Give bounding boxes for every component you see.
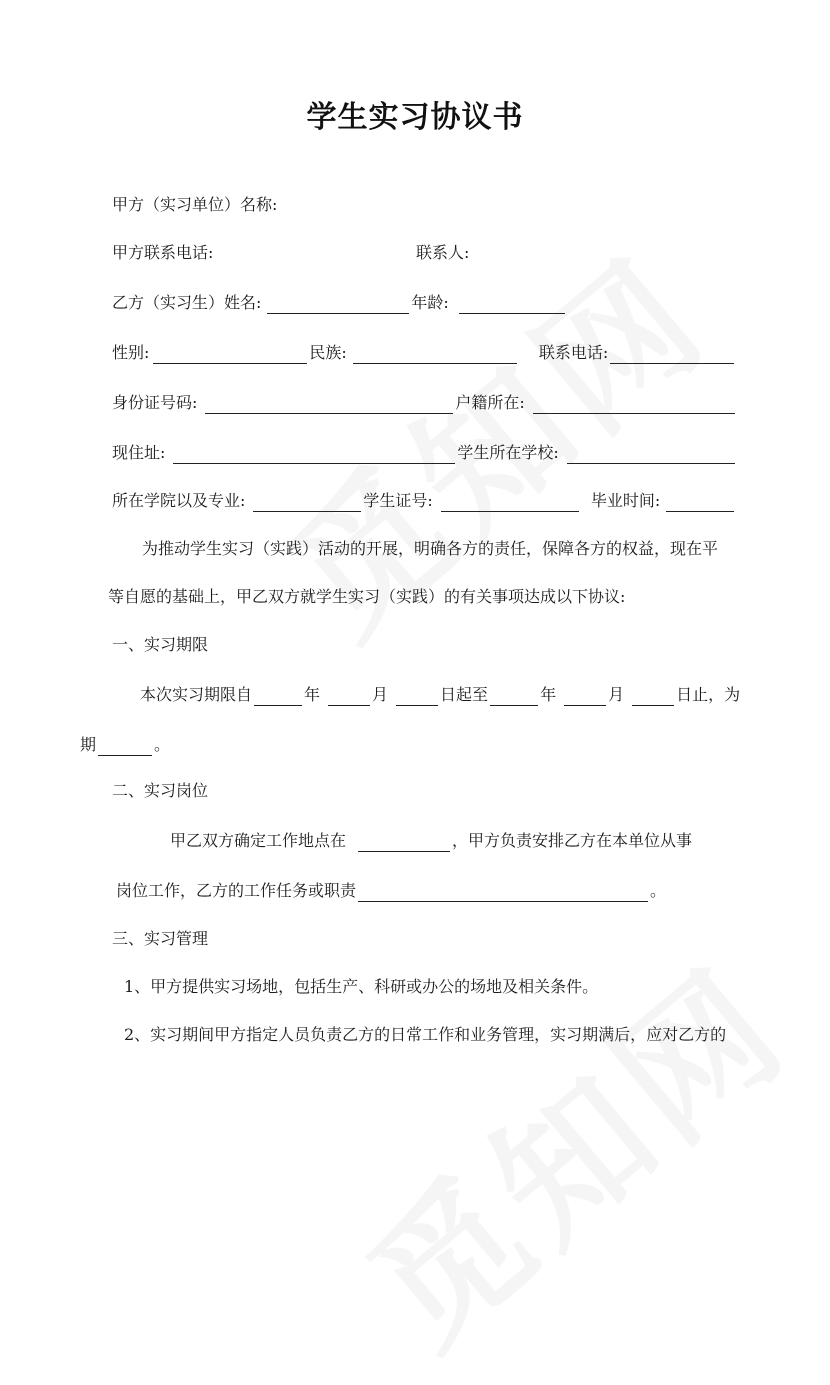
intro-line-2 xyxy=(108,586,625,608)
section-3-item-2-text: 2、实习期间甲方指定人员负责乙方的日常工作和业务管理，实习期满后，应对乙方的 xyxy=(124,1025,727,1044)
section-3-item-1-text: 1、甲方提供实习场地，包括生产、科研或办公的场地及相关条件。 xyxy=(124,977,599,996)
ethnicity-blank[interactable] xyxy=(353,345,517,364)
school-label: 学生所在学校: xyxy=(457,443,559,462)
section-2-line-2 xyxy=(116,880,666,902)
end-month-label: 月 xyxy=(608,685,625,704)
work-location-text: 甲乙双方确定工作地点在 xyxy=(170,831,347,850)
student-id-label: 学生证号: xyxy=(363,491,433,510)
work-location-blank[interactable] xyxy=(358,833,450,852)
section-2-heading-text: 二、实习岗位 xyxy=(112,781,209,800)
graduation-blank[interactable] xyxy=(666,493,734,512)
college-major-label: 所在学院以及专业: xyxy=(112,491,246,510)
start-year-blank[interactable] xyxy=(254,687,302,706)
party-b-age-label: 年龄: xyxy=(411,293,449,312)
duties-blank[interactable] xyxy=(358,883,648,902)
id-label: 身份证号码: xyxy=(112,393,198,412)
period-duration-blank[interactable] xyxy=(98,737,152,756)
period-end: 。 xyxy=(154,735,171,754)
party-a-phone-line xyxy=(112,242,213,264)
section-3-heading xyxy=(112,928,208,950)
college-studentid-graduation-line xyxy=(112,490,736,512)
party-a-contact-label: 联系人: xyxy=(416,243,470,262)
end-day-blank[interactable] xyxy=(632,687,674,706)
intro-text-1: 为推动学生实习（实践）活动的开展，明确各方的责任，保障各方的权益，现在平 xyxy=(142,539,719,558)
party-a-name-label: 甲方（实习单位）名称: xyxy=(112,195,278,214)
college-major-blank[interactable] xyxy=(253,493,361,512)
party-b-name-label: 乙方（实习生）姓名: xyxy=(112,293,262,312)
party-b-phone-blank[interactable] xyxy=(610,345,734,364)
section-1-heading-text: 一、实习期限 xyxy=(112,635,209,654)
section-1-period-duration-line xyxy=(80,734,170,756)
day-to-text: 日止，为 xyxy=(676,685,741,704)
school-blank[interactable] xyxy=(567,445,735,464)
address-label: 现住址: xyxy=(112,443,166,462)
gender-label: 性别: xyxy=(112,343,150,362)
duties-text: 岗位工作，乙方的工作任务或职责 xyxy=(116,881,357,900)
party-b-age-blank[interactable] xyxy=(459,295,565,314)
end-month-blank[interactable] xyxy=(564,687,606,706)
section-3-item-1 xyxy=(124,976,598,998)
gender-blank[interactable] xyxy=(153,345,307,364)
section-2-line-1 xyxy=(170,830,692,852)
party-b-name-blank[interactable] xyxy=(267,295,409,314)
id-household-line xyxy=(112,392,737,414)
period-prefix: 期 xyxy=(80,735,97,754)
household-label: 户籍所在: xyxy=(455,393,525,412)
duties-end: 。 xyxy=(650,881,667,900)
graduation-label: 毕业时间: xyxy=(590,491,661,510)
address-school-line xyxy=(112,442,737,464)
section-1-period-line xyxy=(140,684,740,706)
household-blank[interactable] xyxy=(533,395,735,414)
day-from-text: 日起至 xyxy=(440,685,489,704)
section-1-heading xyxy=(112,634,208,656)
work-position-text: ，甲方负责安排乙方在本单位从事 xyxy=(452,831,693,850)
party-b-phone-label: 联系电话: xyxy=(538,343,609,362)
document-title: 学生实习协议书 xyxy=(306,100,524,135)
address-blank[interactable] xyxy=(173,445,455,464)
start-month-blank[interactable] xyxy=(328,687,370,706)
end-year-blank[interactable] xyxy=(490,687,538,706)
party-b-name-line xyxy=(112,292,567,314)
gender-ethnicity-phone-line xyxy=(112,342,736,364)
period-start-text: 本次实习期限自 xyxy=(140,685,253,704)
party-a-contact-line xyxy=(416,242,469,264)
ethnicity-label: 民族: xyxy=(309,343,347,362)
start-day-blank[interactable] xyxy=(396,687,438,706)
start-month-label: 月 xyxy=(372,685,389,704)
end-year-label: 年 xyxy=(540,685,557,704)
id-blank[interactable] xyxy=(205,395,453,414)
section-3-heading-text: 三、实习管理 xyxy=(112,929,209,948)
section-2-heading xyxy=(112,780,208,802)
student-id-blank[interactable] xyxy=(441,493,579,512)
start-year-label: 年 xyxy=(304,685,321,704)
intro-text-2: 等自愿的基础上，甲乙双方就学生实习（实践）的有关事项达成以下协议: xyxy=(108,587,626,606)
party-a-name-line xyxy=(112,194,277,216)
intro-line-1 xyxy=(142,538,718,560)
section-3-item-2 xyxy=(124,1024,726,1046)
party-a-phone-label: 甲方联系电话: xyxy=(112,243,214,262)
